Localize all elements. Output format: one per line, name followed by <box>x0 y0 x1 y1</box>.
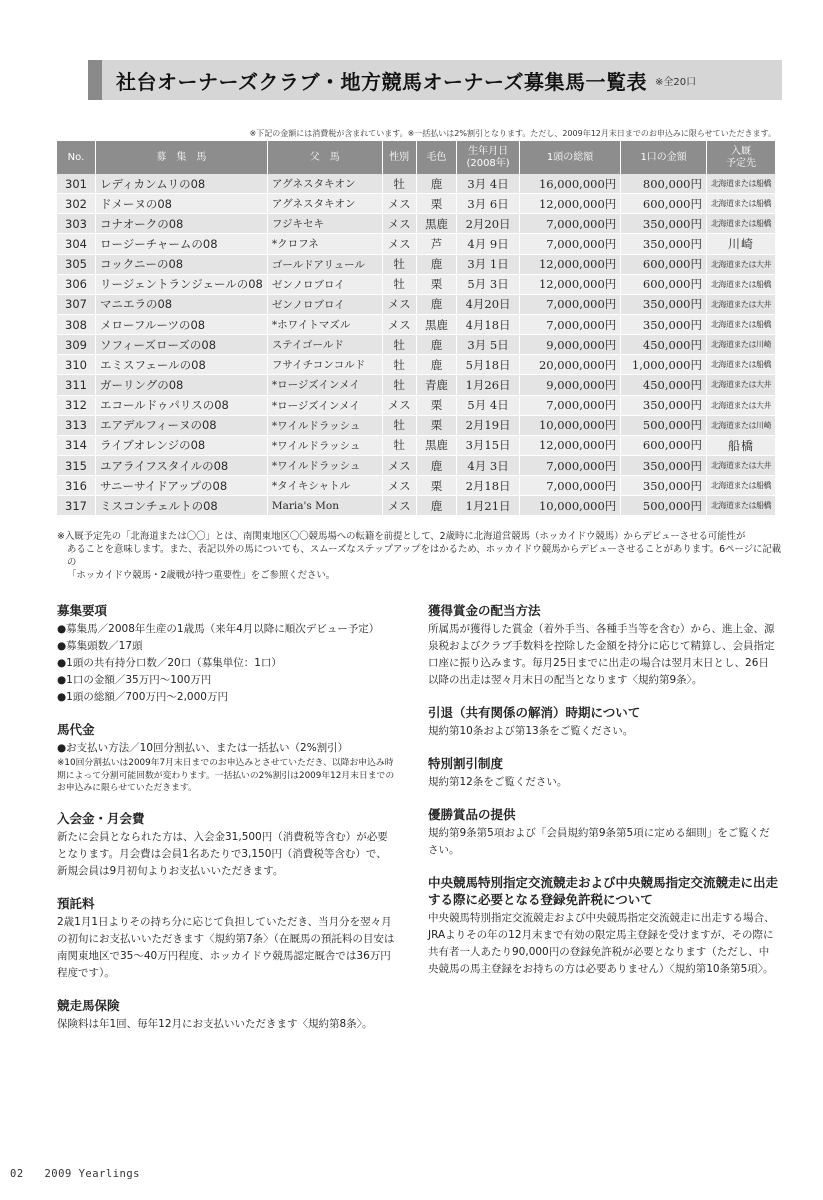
cell-horse-name: ガーリングの08 <box>95 375 267 395</box>
payment-method: ●お支払い方法／10回分割払い、または一括払い（2%割引） <box>57 742 349 754</box>
cell-total-price: 7,000,000円 <box>519 455 620 475</box>
section-body: 保険料は年1回、毎年12月にお支払いいただきます〈規約第8条〉。 <box>57 1017 373 1030</box>
table-row <box>57 455 776 475</box>
list-item: ●募集頭数／17頭 <box>57 640 143 652</box>
cell-destination: 北海道または川崎 <box>706 335 775 355</box>
header-sire: 父 馬 <box>267 141 382 174</box>
footnote-line-3: 「ホッカイドウ競馬・2歳戦が持つ重要性」をご参照ください。 <box>67 570 336 581</box>
cell-birthdate: 4月 9日 <box>457 234 520 254</box>
cell-unit-price: 500,000円 <box>621 496 707 516</box>
cell-birthdate: 2月20日 <box>457 214 520 234</box>
header-color: 毛色 <box>416 141 457 174</box>
cell-horse-name: エコールドゥパリスの08 <box>95 395 267 415</box>
cell-sire: *ロージズインメイ <box>267 375 382 395</box>
cell-destination: 北海道または大井 <box>706 455 775 475</box>
cell-unit-price: 350,000円 <box>621 234 707 254</box>
cell-coat-color: 青鹿 <box>416 375 457 395</box>
cell-birthdate: 1月21日 <box>457 496 520 516</box>
section-body: 新たに会員となられた方は、入会金31,500円（消費税等含む）が必要となります。月会費は会員1名あたりで3,150円（消費税等含む）で、新規会員は9月初旬よりお支払いいただきます。 <box>57 830 388 877</box>
cell-total-price: 10,000,000円 <box>519 496 620 516</box>
cell-coat-color: 栗 <box>416 476 457 496</box>
left-column <box>57 602 397 1048</box>
table-row <box>57 476 776 496</box>
header-no: No. <box>57 141 95 174</box>
section-heading: 引退（共有関係の解消）時期について <box>428 705 641 720</box>
cell-unit-price: 500,000円 <box>621 415 707 435</box>
section-heading: 入会金・月会費 <box>57 810 145 826</box>
cell-sex: メス <box>382 476 416 496</box>
cell-no: 307 <box>57 294 95 314</box>
cell-horse-name: ドメーヌの08 <box>95 194 267 214</box>
list-item: ●1頭の共有持分口数／20口（募集単位：1口） <box>57 657 282 669</box>
cell-sex: 牡 <box>382 355 416 375</box>
horse-table <box>57 141 776 516</box>
cell-birthdate: 2月19日 <box>457 415 520 435</box>
cell-sex: 牡 <box>382 435 416 455</box>
cell-unit-price: 600,000円 <box>621 274 707 294</box>
cell-total-price: 12,000,000円 <box>519 274 620 294</box>
cell-sire: ゴールドアリュール <box>267 254 382 274</box>
cell-unit-price: 350,000円 <box>621 476 707 496</box>
cell-coat-color: 鹿 <box>416 355 457 375</box>
section-heading: 優勝賞品の提供 <box>428 807 516 822</box>
cell-horse-name: ソフィーズローズの08 <box>95 335 267 355</box>
cell-destination: 北海道または船橋 <box>706 314 775 334</box>
cell-no: 315 <box>57 455 95 475</box>
cell-no: 317 <box>57 496 95 516</box>
header-total: 1頭の総額 <box>519 141 620 174</box>
cell-destination: 北海道または船橋 <box>706 214 775 234</box>
page-footer <box>10 1168 140 1180</box>
cell-sex: 牡 <box>382 174 416 194</box>
cell-horse-name: マニエラの08 <box>95 294 267 314</box>
cell-horse-name: レディカンムリの08 <box>95 174 267 194</box>
cell-no: 311 <box>57 375 95 395</box>
cell-sex: メス <box>382 214 416 234</box>
table-row <box>57 174 776 194</box>
section-heading: 獲得賞金の配当方法 <box>428 603 541 618</box>
cell-total-price: 7,000,000円 <box>519 476 620 496</box>
cell-sex: メス <box>382 194 416 214</box>
cell-coat-color: 栗 <box>416 395 457 415</box>
list-item: ●募集馬／2008年生産の1歳馬（来年4月以降に順次デビュー予定） <box>57 623 380 635</box>
table-row <box>57 355 776 375</box>
section-heading: 馬代金 <box>57 722 95 737</box>
cell-destination: 北海道または船橋 <box>706 274 775 294</box>
page-title: 社台オーナーズクラブ・地方競馬オーナーズ募集馬一覧表 <box>116 69 647 94</box>
cell-sire: ゼンノロブロイ <box>267 274 382 294</box>
footnote-line-2: あることを意味します。また、表記以外の馬についても、スムーズなステップアップをはかるため、ホッカイドウ競馬からデビューさせることがあります。6ページに記載の <box>67 544 782 568</box>
cell-total-price: 12,000,000円 <box>519 254 620 274</box>
cell-destination: 北海道または大井 <box>706 294 775 314</box>
cell-total-price: 16,000,000円 <box>519 174 620 194</box>
cell-sire: *ロージズインメイ <box>267 395 382 415</box>
cell-no: 310 <box>57 355 95 375</box>
section-toroku <box>428 874 778 978</box>
cell-unit-price: 350,000円 <box>621 214 707 234</box>
cell-birthdate: 4月20日 <box>457 294 520 314</box>
cell-sire: *クロフネ <box>267 234 382 254</box>
cell-destination: 北海道または大井 <box>706 375 775 395</box>
cell-sex: 牡 <box>382 254 416 274</box>
cell-sire: *ワイルドラッシュ <box>267 435 382 455</box>
cell-birthdate: 5月 4日 <box>457 395 520 415</box>
cell-sex: メス <box>382 496 416 516</box>
cell-total-price: 10,000,000円 <box>519 415 620 435</box>
table-row <box>57 415 776 435</box>
cell-coat-color: 芦 <box>416 234 457 254</box>
cell-birthdate: 3月 1日 <box>457 254 520 274</box>
cell-destination: 北海道または船橋 <box>706 174 775 194</box>
footnote-line-1: ※入厩予定先の「北海道または〇〇」とは、南関東地区〇〇競馬場への転籍を前提として、2歳時に北海道営競馬（ホッカイドウ競馬）からデビューさせる可能性が <box>57 531 746 542</box>
cell-sire: *ホワイトマズル <box>267 314 382 334</box>
cell-coat-color: 鹿 <box>416 174 457 194</box>
title-note: ※全20口 <box>655 76 697 88</box>
cell-sex: 牡 <box>382 375 416 395</box>
cell-birthdate: 1月26日 <box>457 375 520 395</box>
cell-total-price: 7,000,000円 <box>519 234 620 254</box>
header-dest: 入厩 予定先 <box>706 141 775 174</box>
cell-horse-name: コナオークの08 <box>95 214 267 234</box>
cell-unit-price: 600,000円 <box>621 435 707 455</box>
section-yusho <box>428 806 778 859</box>
cell-destination: 北海道または大井 <box>706 395 775 415</box>
cell-unit-price: 350,000円 <box>621 314 707 334</box>
cell-unit-price: 800,000円 <box>621 174 707 194</box>
payment-note: ※10回分割払いは2009年7月末日までのお申込みとさせていただき、以降お申込み時期によって分割可能回数が変わります。一括払いの2%割引は2009年12月末日までのお申込みに限らせていただきます。 <box>57 758 395 793</box>
table-row <box>57 496 776 516</box>
cell-sire: ゼンノロブロイ <box>267 294 382 314</box>
cell-horse-name: ユアライフスタイルの08 <box>95 455 267 475</box>
table-header-row <box>57 141 776 174</box>
cell-no: 306 <box>57 274 95 294</box>
cell-horse-name: ロージーチャームの08 <box>95 234 267 254</box>
cell-no: 312 <box>57 395 95 415</box>
horse-rows <box>57 174 776 516</box>
cell-total-price: 12,000,000円 <box>519 194 620 214</box>
cell-birthdate: 3月 6日 <box>457 194 520 214</box>
header-sex: 性別 <box>382 141 416 174</box>
section-body: 所属馬が獲得した賞金（着外手当、各種手当等を含む）から、進上金、源泉税およびクラブ手数料を控除した金額を持分に応じて精算し、会員指定口座に振り込みます。毎月25日までに出走の場合は翌月末日とし、26日以降の出走は翌々月末日の配当となります〈規約第9条〉。 <box>428 623 775 686</box>
cell-no: 301 <box>57 174 95 194</box>
cell-total-price: 20,000,000円 <box>519 355 620 375</box>
table-row <box>57 294 776 314</box>
section-body: 規約第9条第5項および「会員規約第9条第5項に定める細則」をご覧ください。 <box>428 827 770 856</box>
cell-unit-price: 350,000円 <box>621 294 707 314</box>
cell-no: 309 <box>57 335 95 355</box>
page-number: 02 <box>10 1168 24 1180</box>
cell-unit-price: 350,000円 <box>621 395 707 415</box>
cell-horse-name: リージェントランジェールの08 <box>95 274 267 294</box>
table-row <box>57 435 776 455</box>
cell-no: 308 <box>57 314 95 334</box>
tax-note: ※下記の金額には消費税が含まれています。※一括払いは2%割引となります。ただし、2009年12月末日までのお申込みに限らせていただきます。 <box>249 129 776 138</box>
header-unit: 1口の金額 <box>621 141 707 174</box>
cell-sire: *タイキシャトル <box>267 476 382 496</box>
cell-unit-price: 450,000円 <box>621 375 707 395</box>
cell-sex: 牡 <box>382 415 416 435</box>
cell-sex: メス <box>382 314 416 334</box>
section-heading: 競走馬保険 <box>57 997 120 1013</box>
cell-coat-color: 鹿 <box>416 254 457 274</box>
cell-destination: 北海道または川崎 <box>706 415 775 435</box>
table-row <box>57 234 776 254</box>
cell-coat-color: 鹿 <box>416 496 457 516</box>
cell-coat-color: 鹿 <box>416 294 457 314</box>
cell-birthdate: 2月18日 <box>457 476 520 496</box>
section-shokin <box>428 602 778 689</box>
cell-destination: 北海道または船橋 <box>706 194 775 214</box>
cell-coat-color: 黒鹿 <box>416 214 457 234</box>
table-row <box>57 335 776 355</box>
section-badai <box>57 721 397 795</box>
cell-horse-name: ライブオレンジの08 <box>95 435 267 455</box>
cell-no: 303 <box>57 214 95 234</box>
cell-unit-price: 600,000円 <box>621 194 707 214</box>
title-bar <box>88 60 782 100</box>
cell-no: 302 <box>57 194 95 214</box>
cell-unit-price: 350,000円 <box>621 455 707 475</box>
table-row <box>57 214 776 234</box>
cell-horse-name: サニーサイドアップの08 <box>95 476 267 496</box>
section-body: 中央競馬特別指定交流競走および中央競馬指定交流競走に出走する場合、JRAよりその年の12月末まで有効の限定馬主登録を受けますが、その際に共有者一人あたり90,000円の登録免許税が必要となります（ただし、中央競馬の馬主登録をお持ちの方は必要ありません）〈規約第10条第5項〉。 <box>428 912 775 975</box>
table-row <box>57 194 776 214</box>
cell-coat-color: 栗 <box>416 194 457 214</box>
table-footnote <box>57 530 787 582</box>
section-body: 規約第10条および第13条をご覧ください。 <box>428 725 634 737</box>
cell-total-price: 9,000,000円 <box>519 335 620 355</box>
cell-sire: フジキセキ <box>267 214 382 234</box>
cell-sex: メス <box>382 294 416 314</box>
cell-unit-price: 1,000,000円 <box>621 355 707 375</box>
table-row <box>57 375 776 395</box>
cell-no: 313 <box>57 415 95 435</box>
cell-coat-color: 栗 <box>416 415 457 435</box>
section-heading: 特別割引制度 <box>428 756 504 771</box>
cell-total-price: 7,000,000円 <box>519 214 620 234</box>
list-item: ●1頭の総額／700万円〜2,000万円 <box>57 691 228 703</box>
table-row <box>57 395 776 415</box>
cell-destination: 北海道または船橋 <box>706 496 775 516</box>
right-column <box>428 602 778 993</box>
cell-sire: *ワイルドラッシュ <box>267 415 382 435</box>
cell-destination: 北海道または大井 <box>706 254 775 274</box>
cell-birthdate: 3月 5日 <box>457 335 520 355</box>
section-boshu <box>57 602 397 706</box>
cell-total-price: 7,000,000円 <box>519 395 620 415</box>
section-heading: 預託料 <box>57 895 95 911</box>
cell-horse-name: コックニーの08 <box>95 254 267 274</box>
table-row <box>57 254 776 274</box>
cell-horse-name: ミスコンチェルトの08 <box>95 496 267 516</box>
cell-destination: 北海道または船橋 <box>706 476 775 496</box>
cell-birthdate: 5月 3日 <box>457 274 520 294</box>
footer-label: 2009 Yearlings <box>44 1168 140 1180</box>
cell-sire: ステイゴールド <box>267 335 382 355</box>
cell-coat-color: 栗 <box>416 274 457 294</box>
cell-destination: 北海道または船橋 <box>706 355 775 375</box>
cell-sire: Maria's Mon <box>267 496 382 516</box>
section-waribiki <box>428 755 778 791</box>
cell-sire: *ワイルドラッシュ <box>267 455 382 475</box>
section-body: 2歳1月1日よりその持ち分に応じて負担していただき、当月分を翌々月の初旬にお支払いいただきます〈規約第7条〉（在厩馬の預託料の目安は南関東地区で35〜40万円程度、ホッカイドウ競馬認定厩舎では36万円程度です）。 <box>57 915 395 979</box>
table-row <box>57 274 776 294</box>
cell-sire: フサイチコンコルド <box>267 355 382 375</box>
cell-birthdate: 5月18日 <box>457 355 520 375</box>
cell-sex: メス <box>382 234 416 254</box>
list-item: ●1口の金額／35万円〜100万円 <box>57 674 212 686</box>
cell-coat-color: 黒鹿 <box>416 314 457 334</box>
cell-coat-color: 黒鹿 <box>416 435 457 455</box>
cell-birthdate: 4月 3日 <box>457 455 520 475</box>
section-heading: 中央競馬特別指定交流競走および中央競馬指定交流競走に出走する際に必要となる登録免許税について <box>428 875 779 907</box>
cell-sex: 牡 <box>382 274 416 294</box>
cell-sire: アグネスタキオン <box>267 194 382 214</box>
cell-total-price: 7,000,000円 <box>519 294 620 314</box>
cell-total-price: 7,000,000円 <box>519 314 620 334</box>
cell-sex: 牡 <box>382 335 416 355</box>
cell-birthdate: 3月15日 <box>457 435 520 455</box>
cell-total-price: 9,000,000円 <box>519 375 620 395</box>
cell-unit-price: 450,000円 <box>621 335 707 355</box>
section-yotakuryo <box>57 895 397 982</box>
cell-no: 316 <box>57 476 95 496</box>
section-nyukai <box>57 810 397 880</box>
cell-horse-name: エミスフェールの08 <box>95 355 267 375</box>
cell-destination: 船橋 <box>706 435 775 455</box>
cell-no: 305 <box>57 254 95 274</box>
cell-coat-color: 鹿 <box>416 455 457 475</box>
section-heading: 募集要項 <box>57 603 108 618</box>
cell-birthdate: 3月 4日 <box>457 174 520 194</box>
table-row <box>57 314 776 334</box>
cell-horse-name: エアデルフィーヌの08 <box>95 415 267 435</box>
section-body: 規約第12条をご覧ください。 <box>428 776 568 788</box>
header-name: 募 集 馬 <box>95 141 267 174</box>
cell-destination: 川崎 <box>706 234 775 254</box>
cell-sex: メス <box>382 455 416 475</box>
cell-unit-price: 600,000円 <box>621 254 707 274</box>
cell-sire: アグネスタキオン <box>267 174 382 194</box>
cell-sex: メス <box>382 395 416 415</box>
boshu-list <box>57 621 397 706</box>
section-intai <box>428 704 778 740</box>
cell-no: 304 <box>57 234 95 254</box>
cell-total-price: 12,000,000円 <box>519 435 620 455</box>
cell-horse-name: メローフルーツの08 <box>95 314 267 334</box>
cell-coat-color: 鹿 <box>416 335 457 355</box>
cell-birthdate: 4月18日 <box>457 314 520 334</box>
section-hoken <box>57 997 397 1033</box>
cell-no: 314 <box>57 435 95 455</box>
header-birth: 生年月日 (2008年) <box>457 141 520 174</box>
